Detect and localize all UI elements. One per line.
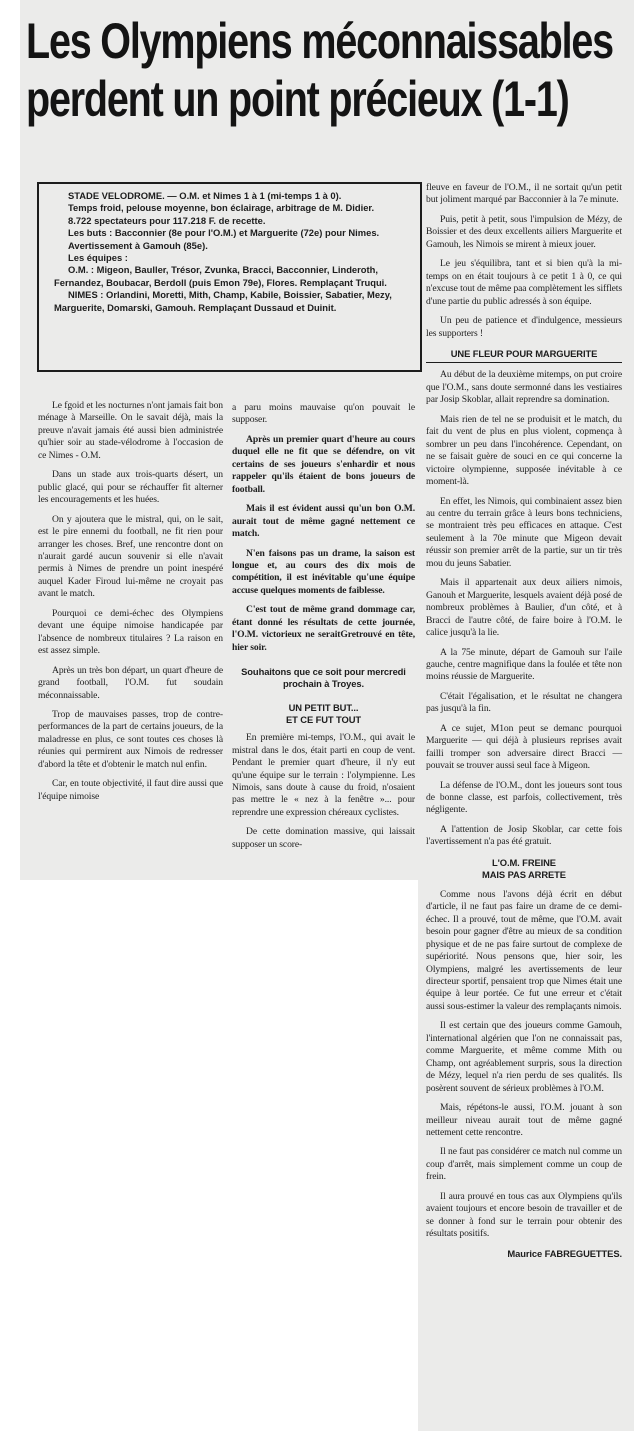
paragraph: Trop de mauvaises passes, trop de contre-performances de la part de certains joueurs, de la maladresse en plus, ce sont toutes ces choses là réunies qui permirent aux Nimois de redresser d'abord la tête et d'obtenir le match nul enfin.: [38, 708, 223, 770]
wish-statement: Souhaitons que ce soit pour mercredi prochain à Troyes.: [241, 666, 406, 690]
paragraph: Mais il est évident aussi qu'un bon O.M. aurait tout de même gagné nettement ce match.: [232, 503, 415, 540]
paragraph: On y ajoutera que le mistral, qui, on le sait, est le pire ennemi du football, ne fit rien pour arranger les choses. Bref, une rencontre dont on n'aurait gardé aucun souvenir si elle n'avait permis à Nimes de prendre un point inespéré auquel Kader Firoud lui-même ne croyait pas avant le match.: [38, 513, 223, 600]
paragraph: A l'attention de Josip Skoblar, car cette fois l'avertissement n'a pas été gratuit.: [426, 823, 622, 848]
info-equipes-label: Les équipes :: [68, 252, 128, 264]
subheading-line: MAIS PAS ARRETE: [482, 868, 566, 880]
match-info-box: [37, 182, 422, 372]
paragraph: a paru moins mauvaise qu'on pouvait le supposer.: [232, 402, 415, 426]
subheading-line: L'O.M. FREINE: [492, 856, 556, 868]
paragraph: N'en faisons pas un drame, la saison est longue et, au cours des dix mois de compétition, il est inévitable qu'une équipe accuse quelques moments de faiblesse.: [232, 547, 415, 596]
paragraph: Mais rien de tel ne se produisit et le match, du fait du vent de plus en plus violent, copmença à sombrer un peu dans l'incohérence. Cependant, on ne se faisait guère de souci en ce qui concerne la victoire olympienne, supposée inévitable à ce moment-là.: [426, 413, 622, 488]
paragraph: Après un premier quart d'heure au cours duquel elle ne fit que se défendre, on vit certains de ses joueurs s'enhardir et nous rappeler qu'ils étaient de bons joueurs de football.: [232, 433, 415, 495]
paragraph: En effet, les Nimois, qui combinaient assez bien au centre du terrain grâce à leurs bons techniciens, se montraient très peu efficaces en attaque. C'est seulement à la 70e minute que Migeon devait réussir son premier arrêt de la partie, sur un tir très mou du jeuns Sabatier.: [426, 495, 622, 569]
paragraph: Le jeu s'équilibra, tant et si bien qu'à la mi-temps on en était toujours à ce petit 1 à 0, ce qui n'excuse tout de même paa complètement les sifflets d'une partie du public adressés à son équipe.: [426, 258, 622, 307]
paragraph: C'était l'égalisation, et le résultat ne changera pas jusqu'à la fin.: [426, 690, 622, 715]
paragraph: Mais, répétons-le aussi, l'O.M. jouant à son meilleur niveau aurait tout de même gagné nettement cette rencontre.: [426, 1102, 622, 1138]
paragraph: Après un très bon départ, un quart d'heure de grand football, l'O.M. fut soudain méconnaissable.: [38, 664, 223, 701]
paragraph: En première mi-temps, l'O.M., qui avait le mistral dans le dos, était parti en coup de vent. Pendant le premier quart d'heure, il n'y eut qu'une équipe sur le terrain : l'olympienne. Les Nimois, sans doute à cause du froid, n'osaient pas mettre le « nez à la fenêtre »... pour reprendre une expression chéreaux cyclistes.: [232, 732, 415, 818]
info-stade: STADE VELODROME. — O.M. et Nimes 1 à 1 (mi-temps 1 à 0).: [68, 190, 342, 201]
author-signature: Maurice FABREGUETTES.: [507, 1247, 622, 1259]
info-spectateurs: 8.722 spectateurs pour 117.218 F. de recette.: [68, 214, 266, 226]
paragraph: Le fgoid et les nocturnes n'ont jamais fait bon ménage à Marseille. On le savait déjà, mais la preuve n'avait jamais été aussi bien administrée qu'hier soir au stade-vélodrome à l'occasion de ce Nimes - O.M.: [38, 400, 223, 461]
paragraph: A ce sujet, M1on peut se demanc pourquoi Marguerite — qui déjà à plusieurs reprises avait failli tromper son adversaire direct Bracci — pouvait se trouver aussi seul face à Migeon.: [426, 722, 622, 772]
paragraph: Car, en toute objectivité, il faut dire aussi que l'équipe nimoise: [38, 778, 223, 802]
paragraph: Il est certain que des joueurs comme Gamouh, l'international algérien que l'on ne connaissait pas, comme Marguerite, et même comme Mith ou Champ, ont agréablement surpris, sous la direction de Mézy, lequel n'a rien perdu de ses qualités. Ils posèrent souvent de sérieux problèmes à l'O.M.: [426, 1020, 622, 1094]
article-headline: [26, 12, 613, 128]
subheading-petit-but: [232, 702, 415, 726]
paragraph: Dans un stade aux trois-quarts désert, un public glacé, qui pour se réchauffer fit alterner les encouragements et les huées.: [38, 469, 223, 506]
paragraph: C'est tout de même grand dommage car, étant donné les résultats de cette journée, l'O.M. victorieux ne seraitGretrouvé en tête, hier soir.: [232, 604, 415, 653]
paragraph: La défense de l'O.M., dont les joueurs sont tous de bonne classe, est parfois, collectivement, très négligente.: [426, 779, 622, 816]
paragraph: Il ne faut pas considérer ce match nul comme un coup d'arrêt, mais simplement comme un coup de frein.: [426, 1146, 622, 1183]
paragraph: Un peu de patience et d'indulgence, messieurs les supporters !: [426, 315, 622, 339]
paragraph: Puis, petit à petit, sous l'impulsion de Mézy, de Boissier et des deux excellents ailiers Marguerite et Gamouh, les Nimois se mirent à mieux jouer.: [426, 213, 622, 250]
paragraph: Mais il appartenait aux deux ailiers nimois, Ganouh et Marguerite, lesquels avaient déjà posé de nombreux problèmes à Baulier, d'un côté, et à Bracci de l'autre côté, de faire boire à l'O.M. le calice jusqu'à la lie.: [426, 577, 622, 639]
info-buts: Les buts : Bacconnier (8e pour l'O.M.) et Marguerite (72e) pour Nimes.: [68, 227, 380, 239]
subheading-om-freine: [426, 857, 622, 881]
paragraph: A la 75e minute, départ de Gamouh sur l'aile gauche, centre magnifique dans la foulée et tête non moins réussie de Marguerite.: [426, 646, 622, 683]
paragraph: Il aura prouvé en tous cas aux Olympiens qu'ils avaient toujours et encore besoin de travailler et de se donner à fond sur le terrain pour obtenir des résultats positifs.: [426, 1190, 622, 1240]
info-temps: Temps froid, pelouse moyenne, bon éclairage, arbitrage de M. Didier.: [68, 202, 375, 214]
article-column-3: [426, 182, 622, 1260]
article-column-1: [38, 400, 223, 810]
subheading-line: ET CE FUT TOUT: [286, 714, 361, 726]
info-om-lineup: O.M. : Migeon, Bauller, Trésor, Zvunka, Bracci, Bacconnier, Linderoth, Fernandez, Boubacar, Berdoll (puis Emon 79e), Flores. Remplaçant Truqui.: [54, 264, 387, 288]
info-avertissement: Avertissement à Gamouh (85e).: [68, 239, 208, 251]
article-column-2: [232, 402, 415, 858]
paragraph: Pourquoi ce demi-échec des Olympiens devant une équipe nimoise handicapée par l'absence de nombreux titulaires ? La raison en est assez simple.: [38, 607, 223, 657]
headline-line-1: Les Olympiens méconnaissables: [26, 13, 613, 69]
paragraph: De cette domination massive, qui laissait supposer un score-: [232, 826, 415, 850]
headline-line-2: perdent un point précieux (1-1): [26, 71, 569, 127]
subheading-line: UN PETIT BUT...: [288, 702, 359, 714]
paragraph: fleuve en faveur de l'O.M., il ne sortait qu'un petit but joliment marqué par Bacconnier à la 7e minute.: [426, 182, 622, 206]
paragraph: Au début de la deuxième mitemps, on put croire que l'O.M., sans doute sermonné dans les vestiaires par Josip Skoblar, allait reprendre sa domination.: [426, 369, 622, 406]
subheading-fleur-marguerite: UNE FLEUR POUR MARGUERITE: [426, 348, 622, 363]
paragraph: Comme nous l'avons déjà écrit en début d'article, il ne faut pas faire un drame de ce demi-échec. Il a prouvé, tout de même, que l'O.M. avait besoin pour gagner d'être au mieux de sa condition physique et de ne pas faire surtout de complexe de supériorité. Nous pensons que, hier soir, les Olympiens, malgré les avertissements de leur directeur sportif, pensaient trop que Nimes était une équipe à leur portée. Ce fut une erreur et c'était aussi sous-estimer la valeur des remplaçants nimois.: [426, 888, 622, 1012]
info-nimes-lineup: NIMES : Orlandini, Moretti, Mith, Champ, Kabile, Boissier, Sabatier, Mezy, Marguerite, Domarski, Gamouh. Remplaçant Dussaud et Duinit.: [54, 289, 392, 313]
